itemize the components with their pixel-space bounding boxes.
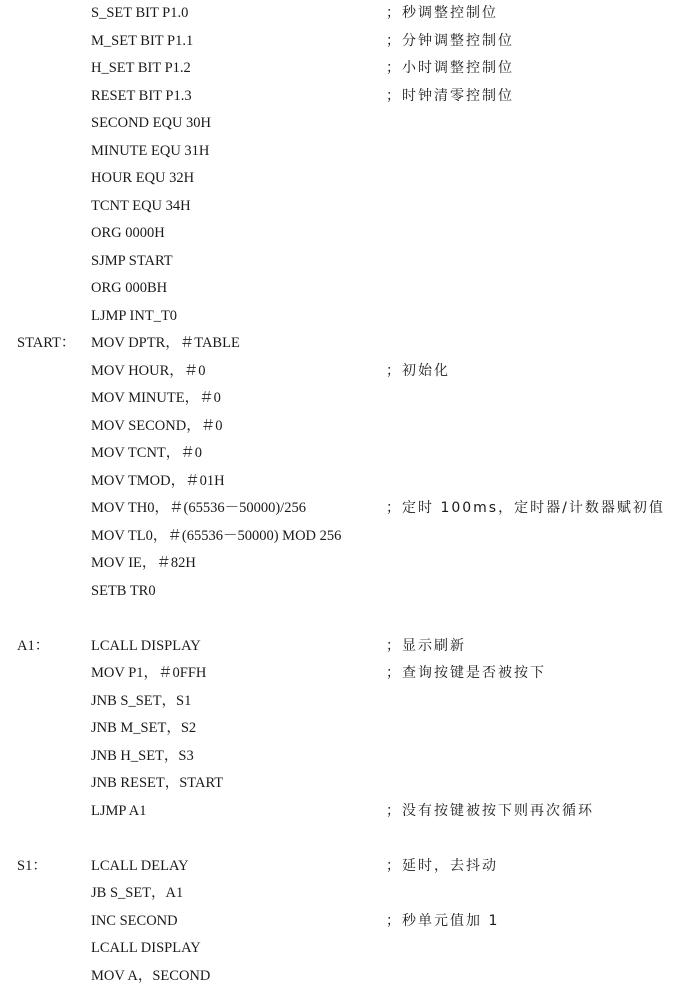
code-instruction: SJMP START xyxy=(91,248,173,276)
code-instruction: MOV IE，＃82H xyxy=(91,550,196,578)
code-comment: ；定时 100ms，定时器/计数器赋初值 xyxy=(386,495,665,523)
code-line xyxy=(0,440,700,468)
code-comment: ；查询按键是否被按下 xyxy=(386,660,546,688)
code-instruction: MOV HOUR，＃0 xyxy=(91,358,206,386)
code-line xyxy=(0,110,700,138)
code-instruction: HOUR EQU 32H xyxy=(91,165,194,193)
code-comment: ；小时调整控制位 xyxy=(386,55,514,83)
code-line xyxy=(0,495,700,523)
code-line xyxy=(0,275,700,303)
blank-line xyxy=(0,825,700,853)
code-comment: ；没有按键被按下则再次循环 xyxy=(386,798,594,826)
code-instruction: ORG 0000H xyxy=(91,220,165,248)
code-line xyxy=(0,853,700,881)
code-line xyxy=(0,413,700,441)
code-line xyxy=(0,770,700,798)
blank-line xyxy=(0,605,700,633)
code-comment: ；秒调整控制位 xyxy=(386,0,498,28)
code-line xyxy=(0,55,700,83)
code-comment: ；时钟清零控制位 xyxy=(386,83,514,111)
code-line xyxy=(0,963,700,990)
code-line xyxy=(0,28,700,56)
code-instruction: JNB M_SET，S2 xyxy=(91,715,196,743)
code-instruction: ORG 000BH xyxy=(91,275,167,303)
code-line xyxy=(0,385,700,413)
code-comment: ；秒单元值加 1 xyxy=(386,908,499,936)
code-line xyxy=(0,578,700,606)
code-instruction: MOV TH0，＃(65536－50000)/256 xyxy=(91,495,306,523)
code-instruction: S_SET BIT P1.0 xyxy=(91,0,188,28)
code-line xyxy=(0,743,700,771)
code-instruction: LCALL DELAY xyxy=(91,853,189,881)
code-instruction: SECOND EQU 30H xyxy=(91,110,211,138)
code-line xyxy=(0,138,700,166)
code-comment: ；分钟调整控制位 xyxy=(386,28,514,56)
code-instruction: INC SECOND xyxy=(91,908,178,936)
code-instruction: LCALL DISPLAY xyxy=(91,935,201,963)
code-instruction: RESET BIT P1.3 xyxy=(91,83,192,111)
code-instruction: MOV TMOD，＃01H xyxy=(91,468,225,496)
code-instruction: MOV TCNT，＃0 xyxy=(91,440,202,468)
code-instruction: LJMP A1 xyxy=(91,798,146,826)
code-instruction: MOV TL0，＃(65536－50000) MOD 256 xyxy=(91,523,341,551)
code-line xyxy=(0,688,700,716)
code-instruction: TCNT EQU 34H xyxy=(91,193,191,221)
code-instruction: H_SET BIT P1.2 xyxy=(91,55,191,83)
code-instruction: MOV SECOND，＃0 xyxy=(91,413,222,441)
code-line xyxy=(0,0,700,28)
code-instruction: MOV P1，＃0FFH xyxy=(91,660,206,688)
code-comment: ；延时，去抖动 xyxy=(386,853,498,881)
code-line xyxy=(0,165,700,193)
code-line xyxy=(0,248,700,276)
code-instruction: JNB H_SET，S3 xyxy=(91,743,194,771)
code-line xyxy=(0,880,700,908)
code-instruction: SETB TR0 xyxy=(91,578,156,606)
code-instruction: JB S_SET，A1 xyxy=(91,880,183,908)
code-instruction: MOV A，SECOND xyxy=(91,963,210,990)
code-line xyxy=(0,550,700,578)
code-instruction: LJMP INT_T0 xyxy=(91,303,177,331)
code-line xyxy=(0,715,700,743)
code-line xyxy=(0,193,700,221)
code-line xyxy=(0,633,700,661)
code-instruction: M_SET BIT P1.1 xyxy=(91,28,193,56)
code-line xyxy=(0,523,700,551)
code-instruction: LCALL DISPLAY xyxy=(91,633,201,661)
code-instruction: JNB RESET，START xyxy=(91,770,223,798)
code-comment: ；显示刷新 xyxy=(386,633,466,661)
code-label: S1： xyxy=(17,853,47,881)
code-line xyxy=(0,220,700,248)
code-instruction: JNB S_SET，S1 xyxy=(91,688,191,716)
code-line xyxy=(0,468,700,496)
code-line xyxy=(0,908,700,936)
code-line xyxy=(0,330,700,358)
code-line xyxy=(0,660,700,688)
code-label: A1： xyxy=(17,633,49,661)
code-line xyxy=(0,798,700,826)
code-line xyxy=(0,303,700,331)
code-line xyxy=(0,358,700,386)
code-comment: ；初始化 xyxy=(386,358,450,386)
code-line xyxy=(0,83,700,111)
code-instruction: MOV MINUTE，＃0 xyxy=(91,385,221,413)
code-line xyxy=(0,935,700,963)
code-instruction: MINUTE EQU 31H xyxy=(91,138,209,166)
code-label: START： xyxy=(17,330,75,358)
code-instruction: MOV DPTR，＃TABLE xyxy=(91,330,240,358)
